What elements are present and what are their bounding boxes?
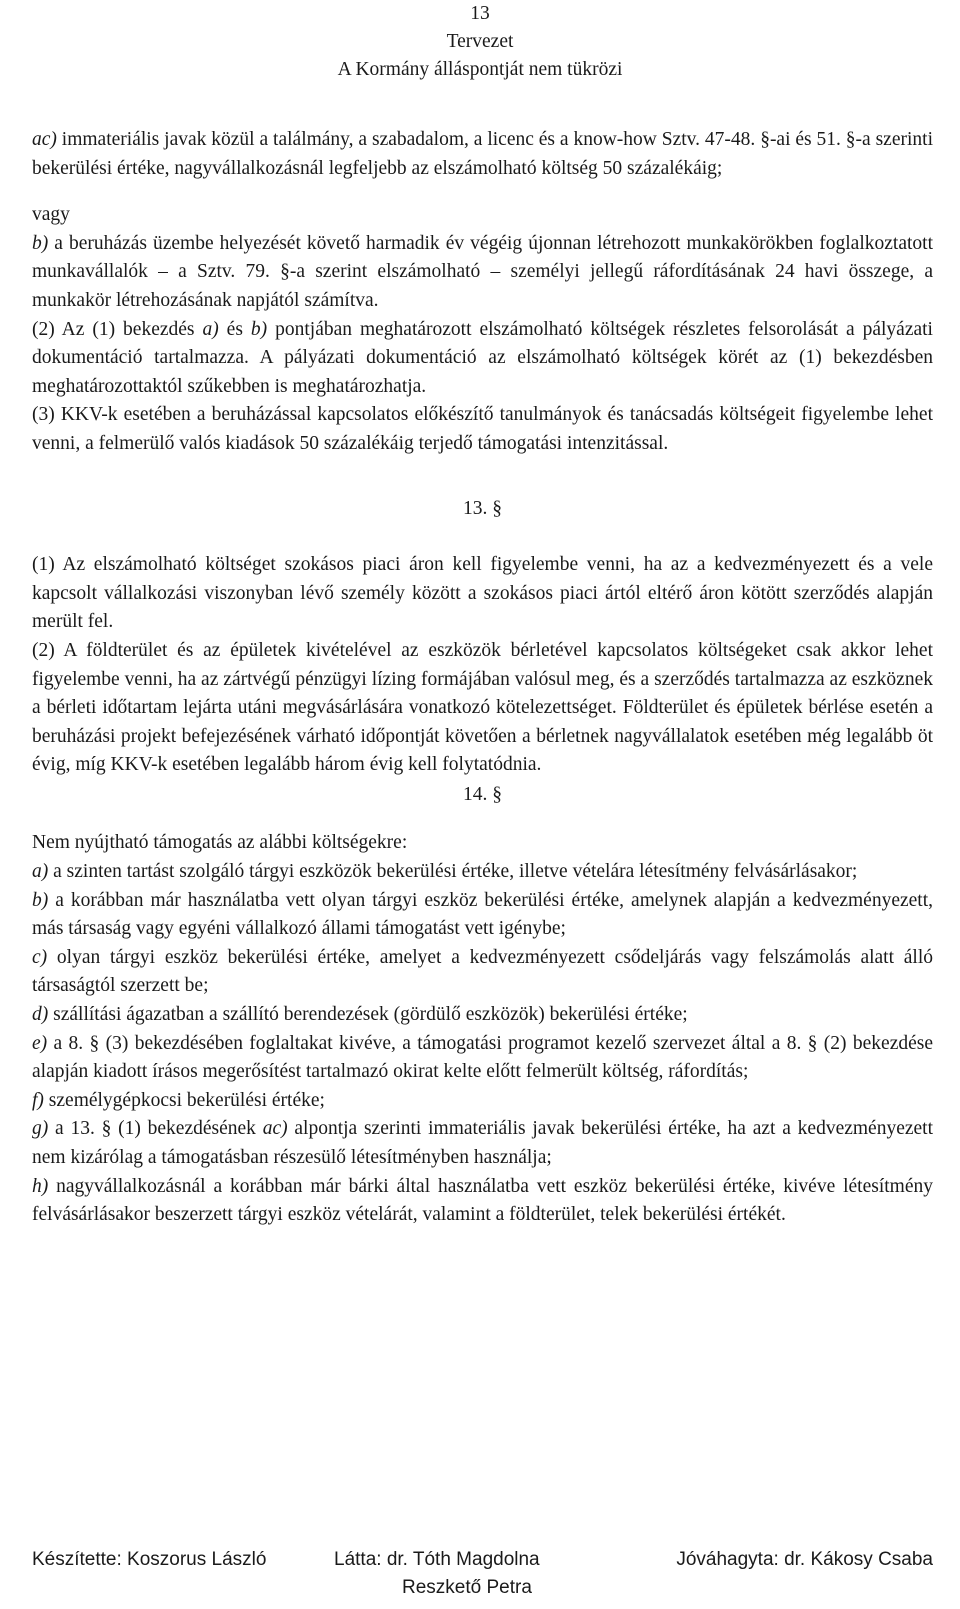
item-marker: a) [202, 318, 219, 340]
item-marker: a) [32, 861, 49, 883]
item-text: a 8. § (3) bekezdésében foglaltakat kivéve, a támogatási programot kezelő szervezet által a 8. § (2) bekezdése alapján kiadott írásos megerősítést tartalmazó okirat kelte előtt felmerült költség, ráfordítás; [32, 1032, 933, 1083]
list-item-d [32, 1001, 933, 1030]
item-marker: e) [32, 1032, 48, 1054]
signature-footer [32, 1546, 933, 1602]
footer-row [32, 1574, 933, 1602]
item-marker: ac) [262, 1118, 288, 1140]
item-text: személygépkocsi bekerülési értéke; [43, 1089, 325, 1111]
list-item-c [32, 944, 933, 1001]
item-marker: ac) [32, 129, 57, 150]
page-header [0, 0, 960, 84]
item-marker: b) [32, 889, 49, 911]
item-text: olyan tárgyi eszköz bekerülési értéke, amelyet a kedvezményezett csődeljárás vagy felszámolás alatt álló társaságtól szerzett be; [32, 946, 933, 997]
item-marker: g) [32, 1118, 49, 1140]
paragraph-13-1: (1) Az elszámolható költséget szokásos piaci áron kell figyelembe venni, ha az a kedvezményezett és a vele kapcsolt vállalkozási viszonyban lévő személy között a szokásos piaci ártól eltérő áron kötött szerződés alapján merült fel. [32, 554, 933, 633]
item-marker: c) [32, 946, 48, 968]
item-text: nagyvállalkozásnál a korábban már bárki által használatba vett eszköz bekerülési értéke, kivéve létesítmény felvásárlásakor beszerzett tárgyi eszköz vételárát, valamint a földterület, telek bekerülési értékét. [32, 1175, 933, 1226]
text-run: pontjában meghatározott elszámolható költségek részletes felsorolását a pályázati dokumentáció tartalmazza. A pályázati dokumentáció az elszámolható költségek körét az (1) bekezdésben meghatározottaktól szűkebben is meghatározhatja. [32, 318, 933, 397]
approved-by: Jóváhagyta: dr. Kákosy Csaba [676, 1549, 933, 1570]
item-text: alpontja szerinti immateriális javak bekerülési értéke, ha azt a kedvezményezett nem kizárólag a támogatásban részesülő létesítményben használja; [32, 1118, 933, 1168]
draft-label: Tervezet [446, 31, 514, 52]
item-marker: b) [250, 318, 268, 340]
item-text: a beruházás üzembe helyezését követő harmadik év végéig újonnan létrehozott munkakörökben foglalkoztatott munkavállalók – a Sztv. 79. §-a szerint elszámolható – személyi jellegű ráfordításának 24 havi összege, a munkakör létrehozásának napjától számítva. [32, 232, 933, 311]
paragraph-13-2: (2) A földterület és az épületek kivételével az eszközök bérletével kapcsolatos költségeket csak akkor lehet figyelembe venni, ha az zártvégű pénzügyi lízing formájában valósul meg, és a szerződés tartalmazza az eszköznek a bérleti időtartam lejárta utáni megvásárlására vonatkozó kötelezettséget. Földterület és épületek bérlése esetén a beruházási projekt befejezésének várható időpontját követően a bérletnek nagyvállalatok esetében még legalább öt évig, míg KKV-k esetében legalább három évig kell folytatódnia. [32, 639, 933, 776]
list-item-g [32, 1115, 933, 1172]
paragraph-14-intro: Nem nyújtható támogatás az alábbi költségekre: [32, 832, 408, 854]
text-run: és [218, 318, 251, 340]
item-text: immateriális javak közül a találmány, a szabadalom, a licenc és a know-how Sztv. 47-48. §-ai és 51. §-a szerinti bekerülési értéke, nagyvállalkozásnál legfeljebb az elszámolható költség 50 százalékáig; [32, 129, 933, 179]
paragraph-b [32, 230, 933, 316]
item-text: a szinten tartást szolgáló tárgyi eszközök bekerülési értéke, illetve vételára létesítmény felvásárlásakor; [48, 861, 858, 883]
document-body [32, 126, 933, 1230]
disclaimer: A Kormány álláspontját nem tükrözi [337, 59, 623, 80]
item-marker: b) [32, 232, 49, 254]
list-item-a [32, 858, 933, 887]
item-text: szállítási ágazatban a szállító berendezések (gördülő eszközök) bekerülési értéke; [48, 1004, 688, 1026]
seen-by: Látta: dr. Tóth Magdolna [334, 1549, 540, 1570]
item-text: a korábban már használatba vett olyan tárgyi eszköz bekerülési értéke, amelynek alapján a kedvezményezett, más társaság vagy egyéni vállalkozó állami támogatást vett igénybe; [32, 889, 933, 940]
footer-row [32, 1546, 933, 1574]
list-item-f [32, 1087, 933, 1116]
paragraph-12-2 [32, 316, 933, 402]
list-item-b [32, 887, 933, 944]
vagy-connector: vagy [32, 204, 70, 226]
section-heading-14: 14. § [463, 783, 502, 805]
item-marker: f) [32, 1089, 44, 1111]
paragraph-ac [32, 126, 933, 183]
seen-by-second: Reszkető Petra [402, 1577, 532, 1598]
prepared-by: Készítette: Koszorus László [32, 1549, 267, 1570]
list-item-h [32, 1173, 933, 1230]
item-marker: d) [32, 1004, 49, 1026]
paragraph-12-3: (3) KKV-k esetében a beruházással kapcsolatos előkészítő tanulmányok és tanácsadás költségeit figyelembe lehet venni, a felmerülő valós kiadások 50 százalékáig terjedő támogatási intenzitással. [32, 404, 933, 454]
text-run: (2) Az (1) bekezdés [32, 318, 203, 340]
item-marker: h) [32, 1175, 49, 1197]
list-item-e [32, 1030, 933, 1087]
page-number: 13 [470, 3, 490, 24]
item-text: a 13. § (1) bekezdésének [48, 1118, 263, 1140]
section-heading-13: 13. § [463, 497, 502, 519]
